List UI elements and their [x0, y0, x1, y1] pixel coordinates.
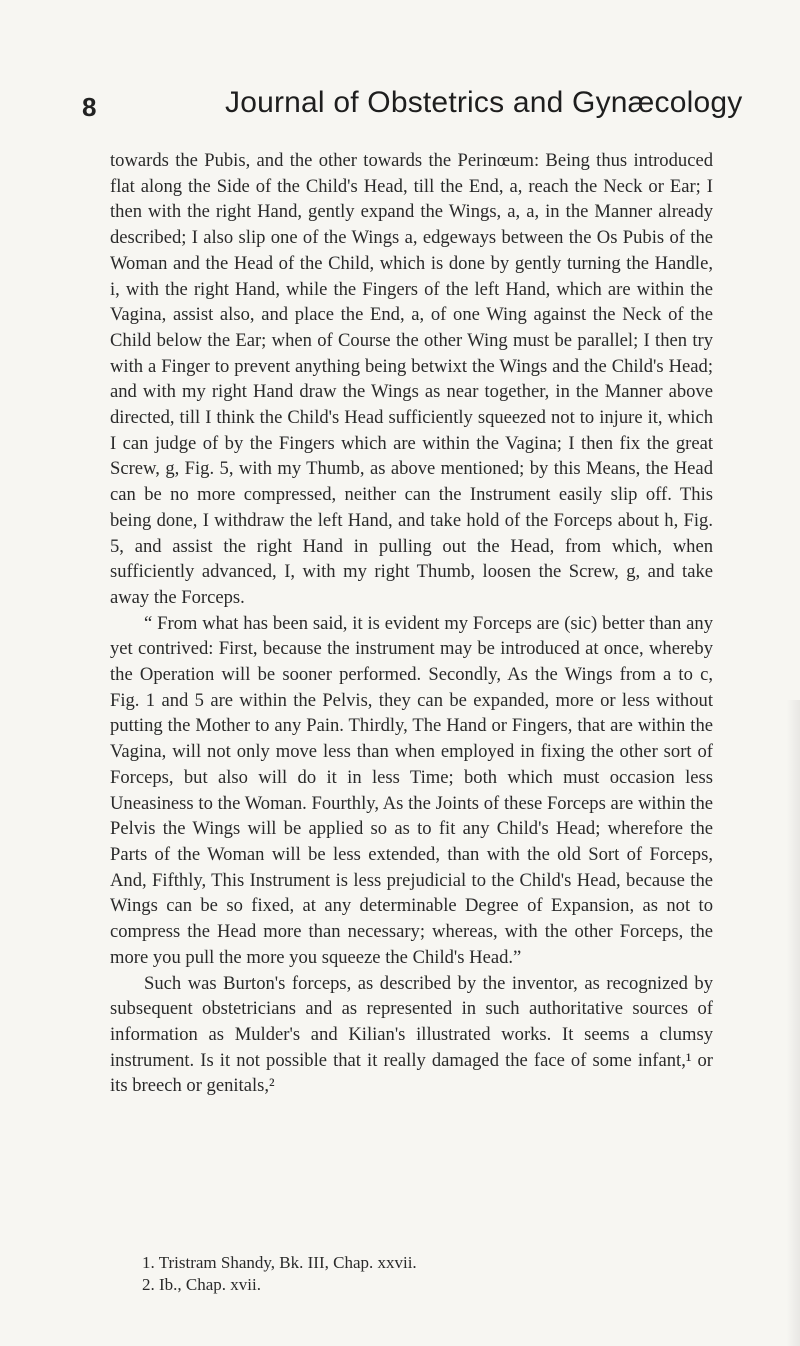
footnotes [110, 1252, 713, 1296]
paragraph-1: towards the Pubis, and the other towards the Perinœum: Being thus introduced flat along the Side of the Child's Head, till the End, a, reach the Neck or Ear; I then with the right Hand, gently expand the Wings, a, a, in the Manner already described; I also slip one of the Wings a, edgeways between the Os Pubis of the Woman and the Head of the Child, which is done by gently turning the Handle, i, with the right Hand, while the Fingers of the left Hand, which are within the Vagina, assist also, and place the End, a, of one Wing against the Neck of the Child below the Ear; when of Course the other Wing must be parallel; I then try with a Finger to prevent anything being betwixt the Wings and the Child's Head; and with my right Hand draw the Wings as near together, in the Manner above directed, till I think the Child's Head sufficiently squeezed not to injure it, which I can judge of by the Fingers which are within the Vagina; I then fix the great Screw, g, Fig. 5, with my Thumb, as above mentioned; by this Means, the Head can be no more compressed, neither can the Instrument easily slip off. This being done, I withdraw the left Hand, and take hold of the Forceps about h, Fig. 5, and assist the right Hand in pulling out the Head, from which, when sufficiently advanced, I, with my right Thumb, loosen the Screw, g, and take away the Forceps. [110, 150, 713, 608]
footnote-1: 1. Tristram Shandy, Bk. III, Chap. xxvii. [142, 1253, 417, 1272]
journal-title: Journal of Obstetrics and Gynæcology [225, 86, 743, 119]
body-text [110, 148, 713, 1099]
page-number: 8 [82, 92, 97, 122]
page-edge-shadow [786, 700, 800, 1346]
paragraph-3: Such was Burton's forceps, as described by the inventor, as recognized by subsequent obstetricians and as represented in such authoritative sources of information as Mulder's and Kilian's illustrated works. It seems a clumsy instrument. Is it not possible that it really damaged the face of some infant,¹ or its breech or genitals,² [110, 972, 713, 1097]
running-header [0, 62, 800, 122]
paragraph-2: “ From what has been said, it is evident my Forceps are (sic) better than any yet contrived: First, because the instrument may be introduced at once, whereby the Operation will be sooner performed. Secondly, As the Wings from a to c, Fig. 1 and 5 are within the Pelvis, they can be expanded, more or less without putting the Mother to any Pain. Thirdly, The Hand or Fingers, that are within the Vagina, will not only move less than when employed in fixing the other sort of Forceps, but also will do it in less Time; both which must occasion less Uneasiness to the Woman. Fourthly, As the Joints of these Forceps are within the Pelvis the Wings will be applied so as to fit any Child's Head; wherefore the Parts of the Woman will be less extended, than with the old Sort of Forceps, And, Fifthly, This Instrument is less prejudicial to the Child's Head, because the Wings can be so fixed, at any determinable Degree of Expansion, as not to compress the Head more than necessary; whereas, with the other Forceps, the more you pull the more you squeeze the Child's Head.” [110, 612, 713, 968]
footnote-2: 2. Ib., Chap. xvii. [142, 1275, 261, 1294]
